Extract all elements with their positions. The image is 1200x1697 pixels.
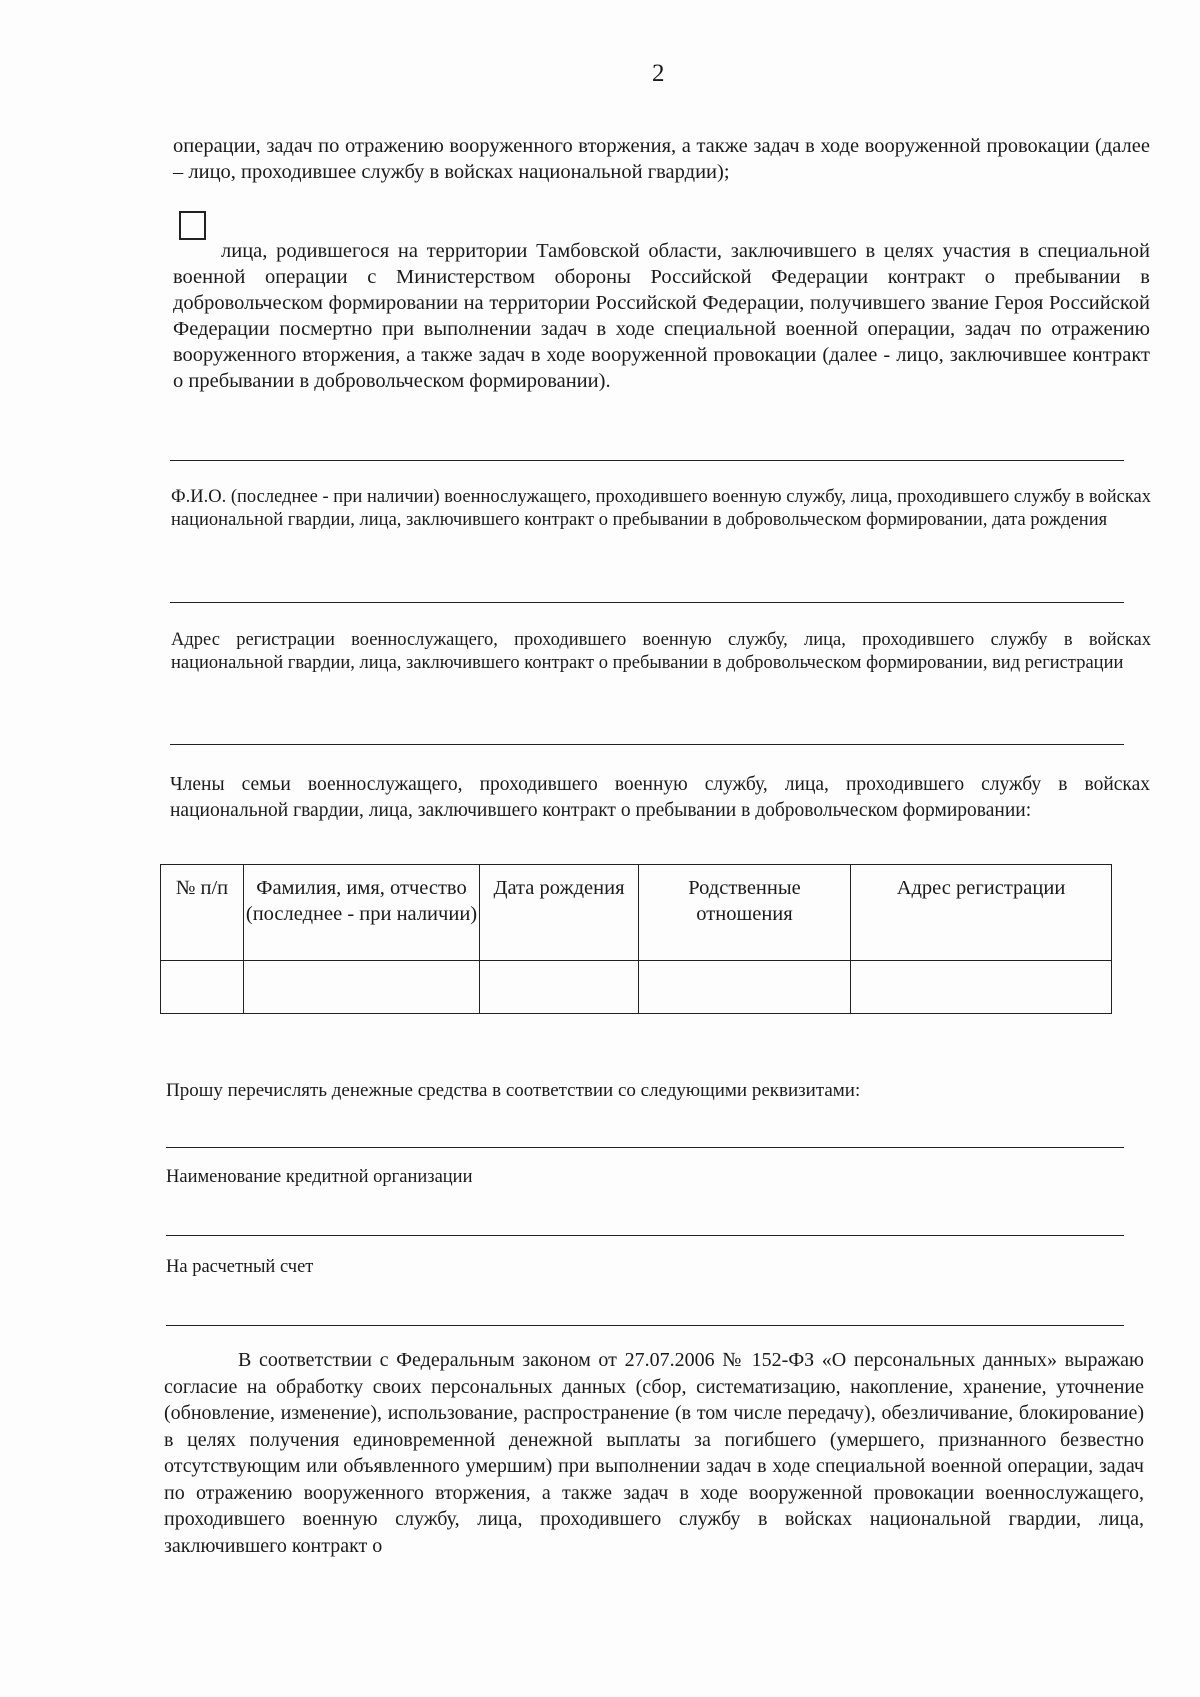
col-number: № п/п [161,865,244,961]
credit-org-line[interactable] [166,1235,1124,1236]
col-full-name: Фамилия, имя, отчество (последнее - при наличии) [244,865,480,961]
table-cell[interactable] [244,961,480,1014]
table-header-row [161,865,1112,961]
table-row [161,961,1112,1014]
family-members-table [160,864,1112,1014]
fio-caption: Ф.И.О. (последнее - при наличии) военнослужащего, проходившего военную службу, лица, проходившего службу в войсках национальной гвардии, лица, заключившего контракт о пребывании в добровольческом формировании, дата рождения [171,487,1151,530]
address-line-extra[interactable] [170,744,1124,745]
page-number: 2 [652,60,665,87]
table-cell[interactable] [480,961,639,1014]
col-relationship: Родственные отношения [639,865,851,961]
checkbox-volunteer-formation[interactable] [179,211,206,240]
address-input-line[interactable] [170,602,1124,603]
address-caption: Адрес регистрации военнослужащего, проходившего военную службу, лица, проходившего службу в войсках национальной гвардии, лица, заключившего контракт о пребывании в добровольческом формировании, вид регистрации [171,630,1151,673]
col-birth-date: Дата рождения [480,865,639,961]
credit-org-label: Наименование кредитной организации [166,1167,473,1187]
bank-details-line[interactable] [166,1147,1124,1148]
table-cell[interactable] [851,961,1112,1014]
table-cell[interactable] [161,961,244,1014]
bank-request: Прошу перечислять денежные средства в соответствии со следующими реквизитами: [166,1080,861,1101]
account-label: На расчетный счет [166,1257,314,1277]
table-cell[interactable] [639,961,851,1014]
family-caption: Члены семьи военнослужащего, проходившего военную службу, лица, проходившего службу в войсках национальной гвардии, лица, заключившего контракт о пребывании в добровольческом формировании: [170,774,1150,821]
intro-continuation: операции, задач по отражению вооруженного вторжения, а также задач в ходе вооруженной провокации (далее – лицо, проходившее службу в войсках национальной гвардии); [173,135,1150,183]
col-registration-address: Адрес регистрации [851,865,1112,961]
consent-text: В соответствии с Федеральным законом от 27.07.2006 № 152-ФЗ «О персональных данных» выражаю согласие на обработку своих персональных данных (сбор, систематизацию, накопление, хранение, уточнение (обновление, изменение), использование, распространение (в том числе передачу), обезличивание, блокирование) в целях получения единовременной денежной выплаты за погибшего (умершего, признанного безвестно отсутствующим или объявленного умершим) при выполнении задач в ходе специальной военной операции, задач по отражению вооруженного вторжения, а также задач в ходе вооруженной провокации военнослужащего, проходившего военную службу, лица, проходившего службу в войсках национальной гвардии, лица, заключившего контракт о [164,1349,1144,1557]
fio-input-line[interactable] [170,460,1124,461]
checkbox-item-text: лица, родившегося на территории Тамбовской области, заключившего в целях участия в специальной военной операции с Министерством обороны Российской Федерации контракт о пребывании в добровольческом формировании на территории Российской Федерации, получившего звание Героя Российской Федерации посмертно при выполнении задач в ходе специальной военной операции, задач по отражению вооруженного вторжения, а также задач в ходе вооруженной провокации (далее - лицо, заключившее контракт о пребывании в добровольческом формировании). [173,240,1150,392]
account-line[interactable] [166,1325,1124,1326]
